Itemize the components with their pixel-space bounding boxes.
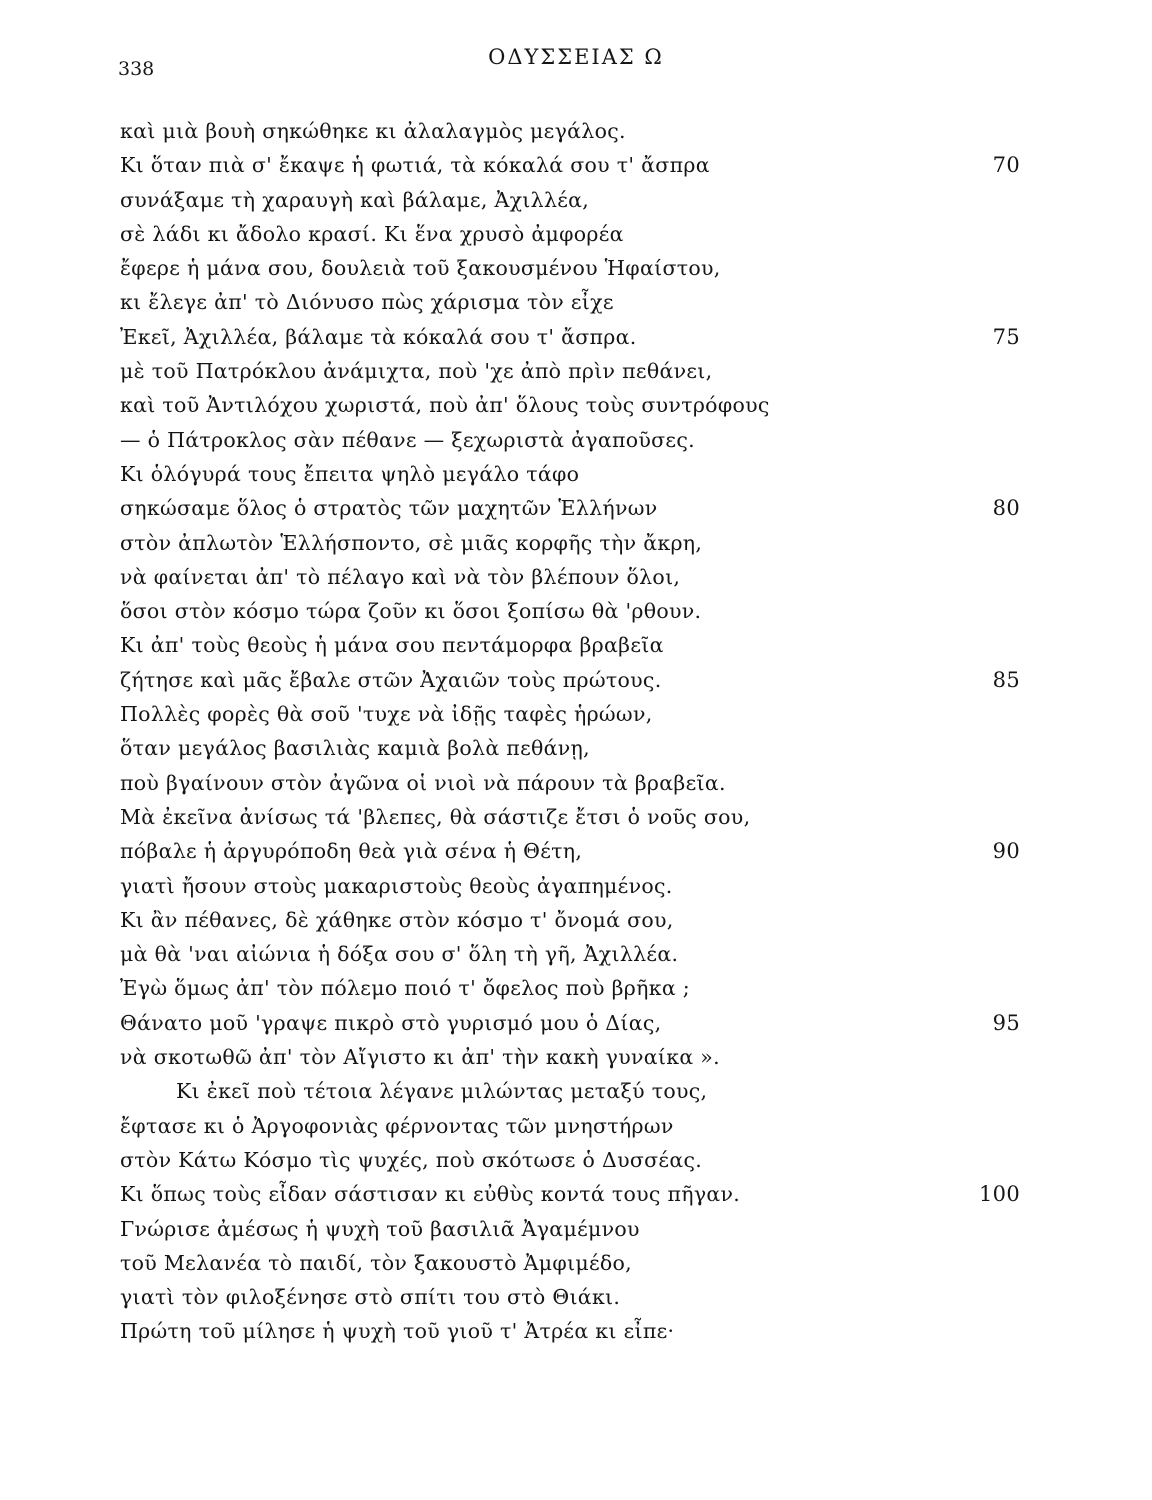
verse-line-text: Κι ὅπως τοὺς εἶδαν σάστισαν κι εὐθὺς κοντά τους πῆγαν. xyxy=(120,1182,741,1207)
verse-text xyxy=(120,114,1020,1349)
verse-line xyxy=(120,1246,1020,1280)
verse-line xyxy=(120,628,1020,662)
running-title: ΟΔΥΣΣΕΙΑΣ Ω xyxy=(488,45,664,69)
verse-line-text: Ἐκεῖ, Ἀχιλλέα, βάλαμε τὰ κόκαλά σου τ' ἄσπρα. xyxy=(120,324,637,349)
verse-line-text: ποὺ βγαίνουν στὸν ἀγῶνα οἱ νιοὶ νὰ πάρουν τὰ βραβεῖα. xyxy=(120,770,726,795)
verse-line-text: γιατὶ τὸν φιλοξένησε στὸ σπίτι του στὸ Θιάκι. xyxy=(120,1285,621,1310)
verse-line xyxy=(120,869,1020,903)
line-number: 90 xyxy=(992,839,1020,864)
verse-line-text: σὲ λάδι κι ἄδολο κρασί. Κι ἕνα χρυσὸ ἀμφορέα xyxy=(120,221,624,246)
verse-line xyxy=(120,457,1020,491)
verse-line-text: ἔφερε ἡ μάνα σου, δουλειὰ τοῦ ξακουσμένου Ἡφαίστου, xyxy=(120,256,721,281)
verse-line-text: καὶ μιὰ βουὴ σηκώθηκε κι ἀλαλαγμὸς μεγάλος. xyxy=(120,119,626,143)
verse-line-text: καὶ τοῦ Ἀντιλόχου χωριστά, ποὺ ἀπ' ὅλους τοὺς συντρόφους xyxy=(120,393,770,418)
verse-line-text: μὲ τοῦ Πατρόκλου ἀνάμιχτα, ποὺ 'χε ἀπὸ πρὶν πεθάνει, xyxy=(120,359,713,384)
verse-line xyxy=(120,148,1020,182)
verse-line xyxy=(120,903,1020,937)
verse-line-text: πόβαλε ἡ ἀργυρόποδη θεὰ γιὰ σένα ἡ Θέτη, xyxy=(120,839,583,864)
verse-line-text: Γνώρισε ἀμέσως ἡ ψυχὴ τοῦ βασιλιᾶ Ἀγαμέμνου xyxy=(120,1216,640,1241)
verse-line xyxy=(120,731,1020,765)
line-number: 80 xyxy=(992,496,1020,521)
verse-line-text: στὸν ἀπλωτὸν Ἑλλήσποντο, σὲ μιᾶς κορφῆς τὴν ἄκρη, xyxy=(120,530,703,555)
verse-line xyxy=(120,388,1020,422)
verse-line-text: ἔφτασε κι ὁ Ἀργοφονιὰς φέρνοντας τῶν μνηστήρων xyxy=(120,1113,674,1138)
verse-line-text: Κι ὁλόγυρά τους ἔπειτα ψηλὸ μεγάλο τάφο xyxy=(120,461,580,486)
verse-line xyxy=(120,971,1020,1005)
verse-line-text: ὅταν μεγάλος βασιλιὰς καμιὰ βολὰ πεθάνῃ, xyxy=(120,736,590,761)
verse-line-text: συνάξαμε τὴ χαραυγὴ καὶ βάλαμε, Ἀχιλλέα, xyxy=(120,187,590,212)
verse-line-text: Πολλὲς φορὲς θὰ σοῦ 'τυχε νὰ ἰδῇς ταφὲς ἡρώων, xyxy=(120,702,653,727)
verse-line xyxy=(120,320,1020,354)
verse-line xyxy=(120,1280,1020,1314)
verse-line xyxy=(120,1006,1020,1040)
verse-line-text: σηκώσαμε ὅλος ὁ στρατὸς τῶν μαχητῶν Ἑλλήνων xyxy=(120,496,658,521)
verse-line-text: ὅσοι στὸν κόσμο τώρα ζοῦν κι ὅσοι ξοπίσω θὰ 'ρθουν. xyxy=(120,599,702,624)
verse-line xyxy=(120,1074,1020,1108)
line-number: 95 xyxy=(992,1010,1020,1035)
page-number: 338 xyxy=(118,58,155,80)
verse-line xyxy=(120,800,1020,834)
verse-line xyxy=(120,1109,1020,1143)
verse-line-text: Πρώτη τοῦ μίλησε ἡ ψυχὴ τοῦ γιοῦ τ' Ἀτρέα κι εἶπε· xyxy=(120,1319,675,1344)
verse-line xyxy=(120,663,1020,697)
verse-line-text: τοῦ Μελανέα τὸ παιδί, τὸν ξακουστὸ Ἀμφιμέδο, xyxy=(120,1250,632,1275)
line-number: 70 xyxy=(992,153,1020,178)
verse-line xyxy=(120,697,1020,731)
verse-line-text: Κι ἀπ' τοὺς θεοὺς ἡ μάνα σου πεντάμορφα βραβεῖα xyxy=(120,633,664,658)
verse-line-text: νὰ σκοτωθῶ ἀπ' τὸν Αἴγιστο κι ἀπ' τὴν κακὴ γυναίκα ». xyxy=(120,1045,720,1070)
verse-line-text: στὸν Κάτω Κόσμο τὶς ψυχές, ποὺ σκότωσε ὁ Δυσσέας. xyxy=(120,1147,703,1172)
line-number: 75 xyxy=(992,324,1020,349)
verse-line-text: Κι ἐκεῖ ποὺ τέτοια λέγανε μιλώντας μεταξύ τους, xyxy=(176,1079,708,1104)
verse-line xyxy=(120,183,1020,217)
verse-line xyxy=(120,423,1020,457)
verse-line xyxy=(120,594,1020,628)
verse-line xyxy=(120,560,1020,594)
verse-line xyxy=(120,1314,1020,1348)
verse-line xyxy=(120,491,1020,525)
verse-line xyxy=(120,1177,1020,1211)
line-number: 100 xyxy=(979,1182,1020,1207)
verse-line-text: νὰ φαίνεται ἀπ' τὸ πέλαγο καὶ νὰ τὸν βλέπουν ὅλοι, xyxy=(120,564,681,589)
verse-line xyxy=(120,1143,1020,1177)
verse-line xyxy=(120,285,1020,319)
verse-line-text: Μὰ ἐκεῖνα ἀνίσως τά 'βλεπες, θὰ σάστιζε ἔτσι ὁ νοῦς σου, xyxy=(120,804,751,829)
verse-line xyxy=(120,937,1020,971)
verse-line xyxy=(120,354,1020,388)
verse-line-text: Κι ὅταν πιὰ σ' ἔκαψε ἡ φωτιά, τὰ κόκαλά σου τ' ἄσπρα xyxy=(120,153,710,178)
verse-line xyxy=(120,1040,1020,1074)
verse-line-text: ζήτησε καὶ μᾶς ἔβαλε στῶν Ἀχαιῶν τοὺς πρώτους. xyxy=(120,667,662,692)
verse-line xyxy=(120,834,1020,868)
line-number: 85 xyxy=(992,667,1020,692)
verse-line-text: — ὁ Πάτροκλος σὰν πέθανε — ξεχωριστὰ ἀγαποῦσες. xyxy=(120,427,695,452)
verse-line-text: Θάνατο μοῦ 'γραψε πικρὸ στὸ γυρισμό μου ὁ Δίας, xyxy=(120,1010,662,1035)
verse-line-text: κι ἔλεγε ἀπ' τὸ Διόνυσο πὼς χάρισμα τὸν εἶχε xyxy=(120,290,614,315)
verse-line xyxy=(120,251,1020,285)
verse-line-text: μὰ θὰ 'ναι αἰώνια ἡ δόξα σου σ' ὅλη τὴ γῆ, Ἀχιλλέα. xyxy=(120,942,679,967)
verse-line-text: γιατὶ ἤσουν στοὺς μακαριστοὺς θεοὺς ἀγαπημένος. xyxy=(120,873,673,898)
verse-line xyxy=(120,114,1020,148)
verse-line xyxy=(120,217,1020,251)
verse-line xyxy=(120,766,1020,800)
verse-line-text: Ἐγὼ ὅμως ἀπ' τὸν πόλεμο ποιό τ' ὄφελος ποὺ βρῆκα ; xyxy=(120,976,691,1001)
verse-line xyxy=(120,526,1020,560)
verse-line xyxy=(120,1212,1020,1246)
verse-line-text: Κι ἂν πέθανες, δὲ χάθηκε στὸν κόσμο τ' ὄνομά σου, xyxy=(120,907,674,932)
